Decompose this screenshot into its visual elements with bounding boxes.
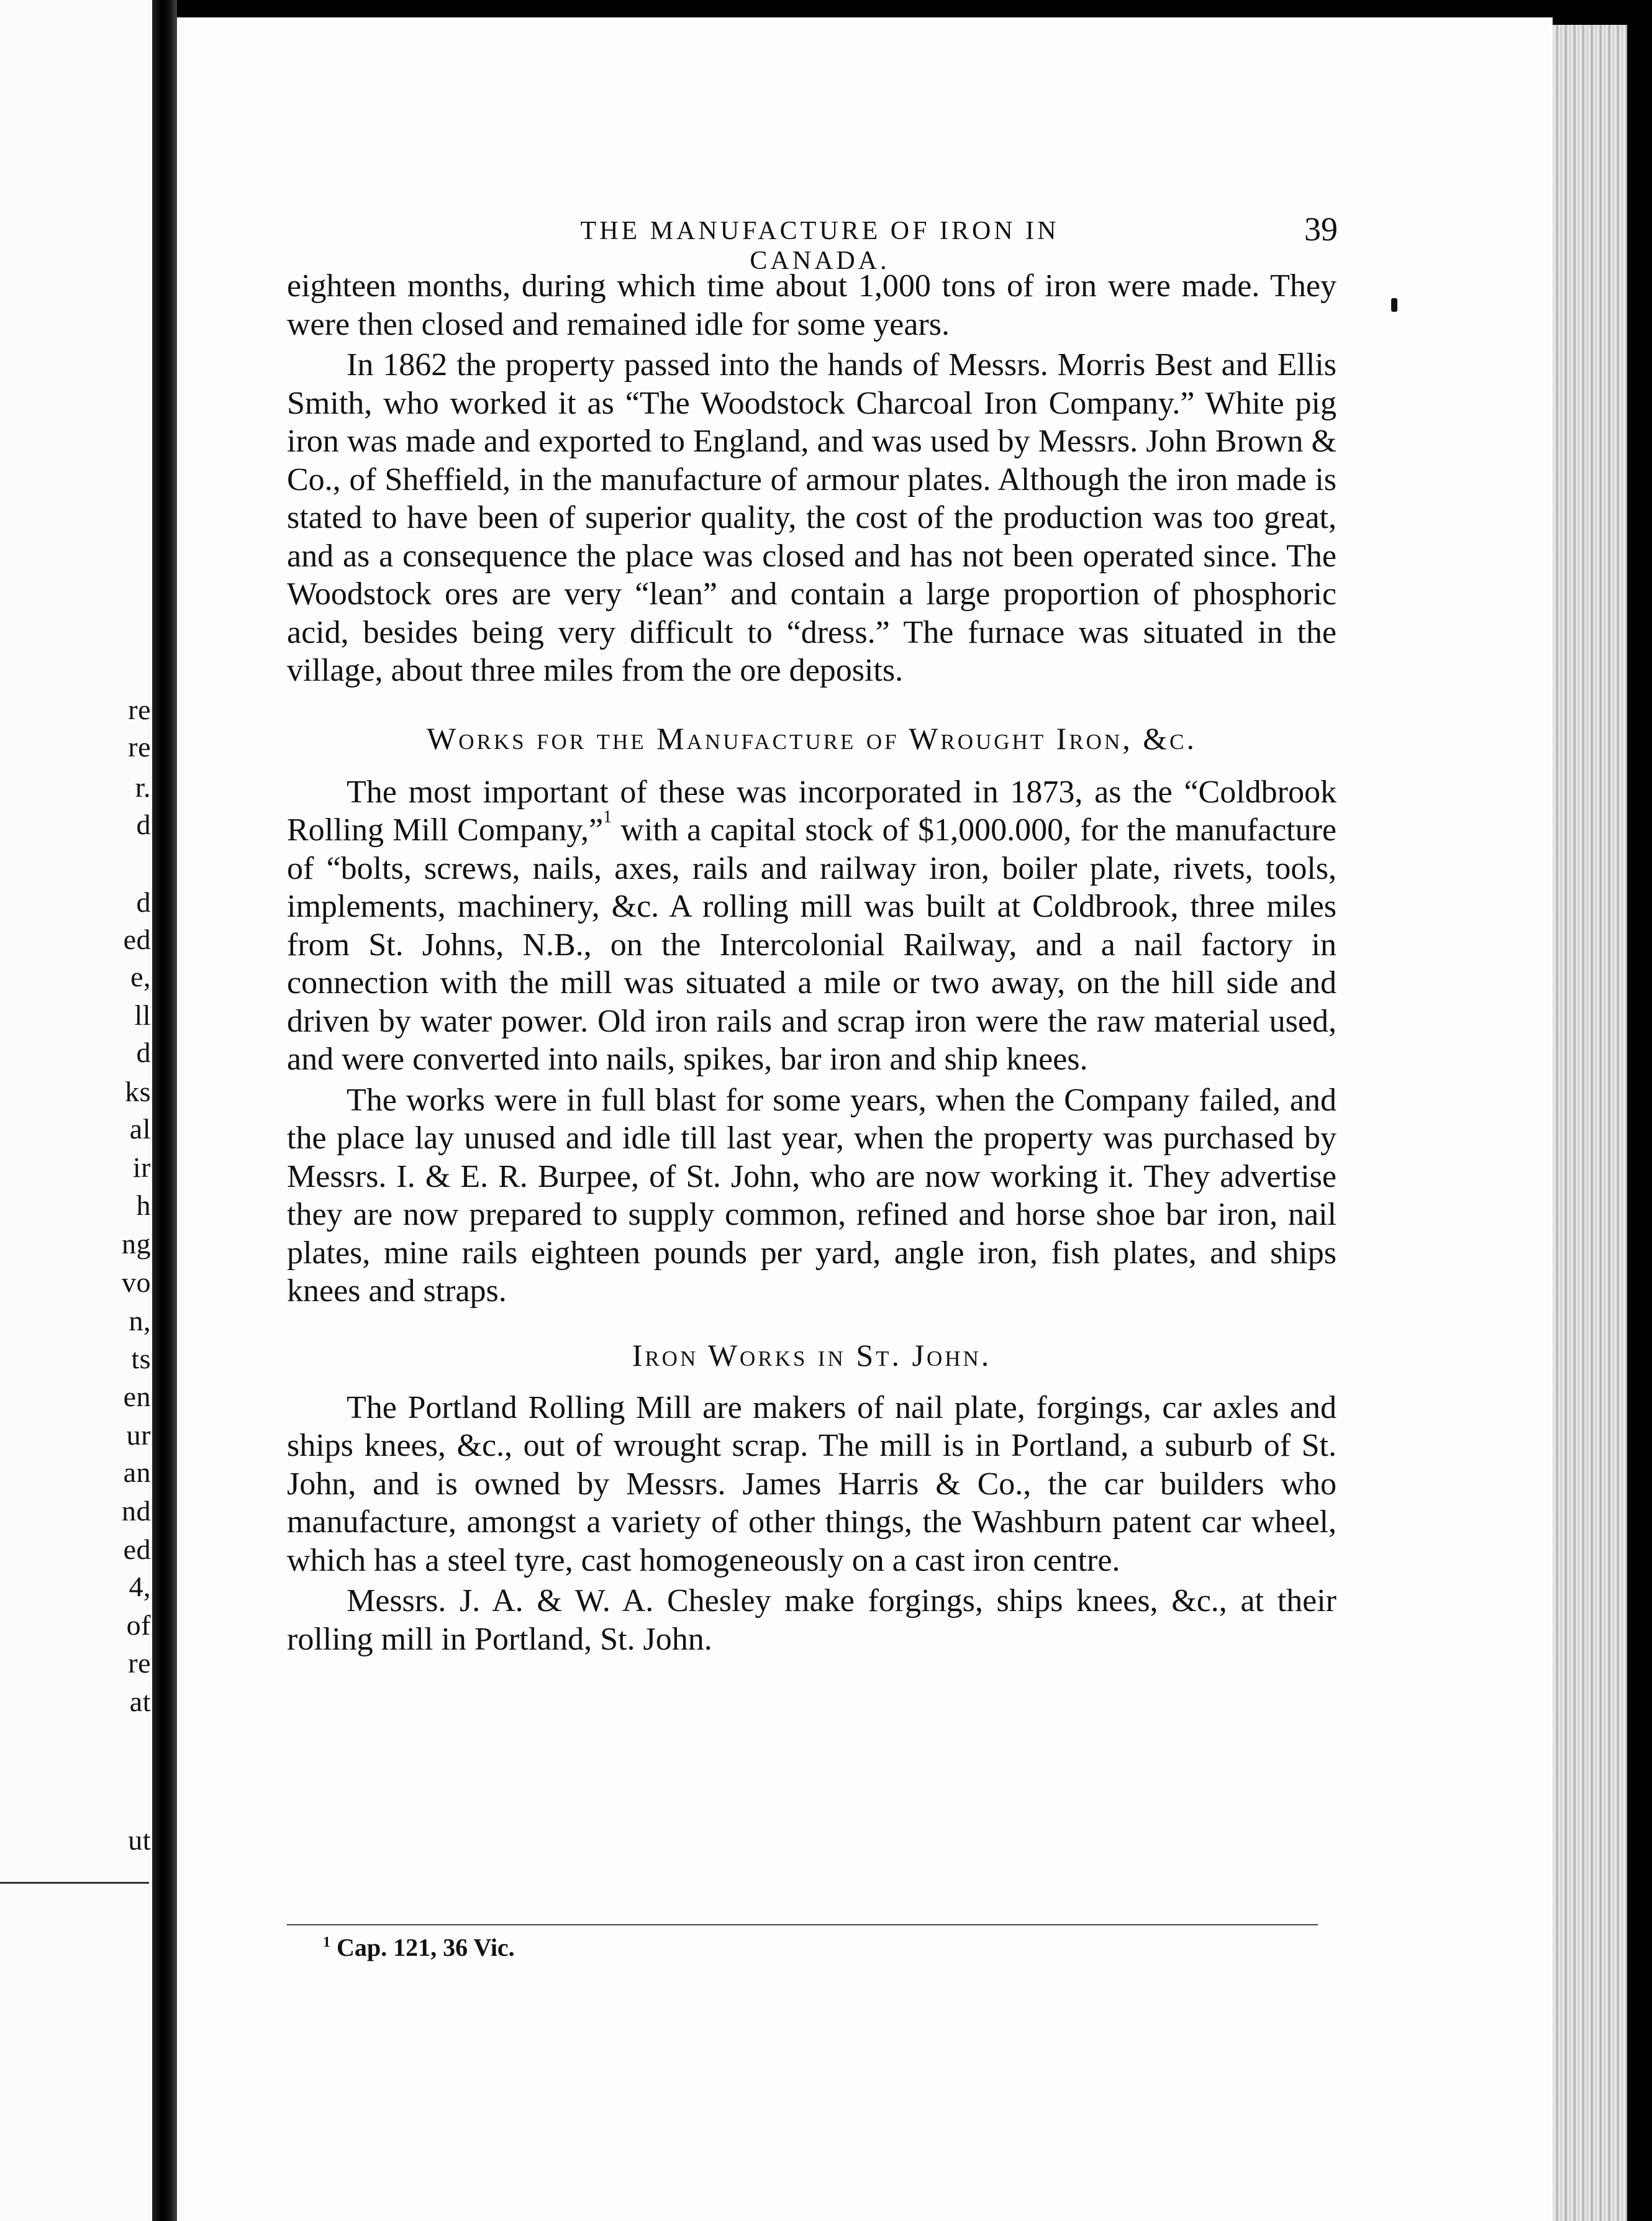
paragraph-3-start: The most important of these was incorporated in 1873, as the “Coldbrook Rolling Mill Company,” xyxy=(287,774,1337,848)
footnote-number: 1 xyxy=(323,1934,330,1951)
section-heading-wrought-iron: Works for the Manufacture of Wrought Iron, &c. xyxy=(427,720,1197,756)
facing-page-text-fragment: r. xyxy=(135,771,151,803)
facing-page-text-fragment: d xyxy=(136,809,151,840)
facing-page-text-fragment: n, xyxy=(129,1305,151,1337)
scan-background xyxy=(1627,0,1652,2221)
page-body xyxy=(287,267,1337,1658)
facing-page-text-fragment: ir xyxy=(132,1151,151,1183)
footnote-rule xyxy=(287,1924,1318,1925)
section-heading-st-john: Iron Works in St. John. xyxy=(632,1337,992,1373)
paragraph-5: The Portland Rolling Mill are makers of nail plate, forgings, car axles and ships knees, &c., out of wrought scrap. The mill is in Portland, a suburb of St. John, and is owned by Messrs. James Harris & Co., the car builders who manufacture, amongst a variety of other things, the Washburn patent car wheel, which has a steel tyre, cast homogeneously on a cast iron centre. xyxy=(287,1389,1337,1578)
facing-page-text-fragment: e, xyxy=(130,961,151,992)
facing-page-text-fragment: ng xyxy=(122,1228,151,1260)
facing-page-rule xyxy=(0,1882,149,1884)
paragraph-2: In 1862 the property passed into the hands of Messrs. Morris Best and Ellis Smith, who worked it as “The Woodstock Charcoal Iron Company.” White pig iron was made and exported to England, and was used by Messrs. John Brown & Co., of Sheffield, in the manufacture of armour plates. Although the iron made is stated to have been of superior quality, the cost of the production was too great, and as a consequence the place was closed and has not been operated since. The Woodstock ores are very “lean” and contain a large proportion of phosphoric acid, besides being very difficult to “dress.” The furnace was situated in the village, about three miles from the ore deposits. xyxy=(287,347,1337,688)
facing-page-text-fragment: an xyxy=(123,1456,151,1488)
facing-page-text-fragment: ed xyxy=(123,1533,151,1565)
facing-page-text-fragment: ur xyxy=(126,1419,151,1451)
facing-page-text-fragment: of xyxy=(126,1609,151,1641)
footnote-marker: 1 xyxy=(603,807,612,827)
margin-mark xyxy=(1391,298,1397,312)
paragraph-1: eighteen months, during which time about 1,000 tons of iron were made. They were then closed and remained idle for some years. xyxy=(287,268,1337,342)
page-number: 39 xyxy=(1304,211,1338,248)
facing-page-text-fragment: ll xyxy=(134,999,151,1031)
facing-page-text-fragment: ts xyxy=(131,1343,151,1374)
paragraph-6: Messrs. J. A. & W. A. Chesley make forgings, ships knees, &c., at their rolling mill in Portland, St. John. xyxy=(287,1583,1337,1657)
facing-page-text-fragment: en xyxy=(123,1381,151,1412)
facing-page-text-fragment: al xyxy=(129,1113,151,1145)
footnote xyxy=(323,1933,515,1962)
facing-page-text-fragment: 4, xyxy=(129,1571,151,1602)
facing-page-text-fragment: h xyxy=(136,1189,151,1221)
facing-page-text-fragment: re xyxy=(128,694,151,725)
facing-page-text-fragment: re xyxy=(128,1647,151,1679)
paragraph-3 xyxy=(287,773,1337,1079)
facing-page-text-fragment: ks xyxy=(125,1076,151,1107)
facing-page-text-fragment: ut xyxy=(128,1824,151,1856)
facing-page-text-fragment: at xyxy=(129,1686,151,1717)
paragraph-4: The works were in full blast for some years, when the Company failed, and the place lay unused and idle till last year, when the property was purchased by Messrs. I. & E. R. Burpee, of St. John, who are now working it. They advertise they are now prepared to supply common, refined and horse shoe bar iron, nail plates, mine rails eighteen pounds per yard, angle iron, fish plates, and ships knees and straps. xyxy=(287,1082,1337,1309)
page-edges xyxy=(1553,25,1627,2221)
facing-page-text-fragment: d xyxy=(136,886,151,918)
paragraph-3-rest: with a capital stock of $1,000.000, for the manufacture of “bolts, screws, nails, axes, rails and railway iron, boiler plate, rivets, tools, implements, machinery, &c. A rolling mill was built at Coldbrook, three miles from St. Johns, N.B., on the Intercolonial Railway, and a nail factory in connection with the mill was situated a mile or two away, on the hill side and driven by water power. Old iron rails and scrap iron were the raw material used, and were converted into nails, spikes, bar iron and ship knees. xyxy=(287,812,1337,1077)
running-header: THE MANUFACTURE OF IRON IN CANADA. xyxy=(580,217,1060,275)
footnote-text: Cap. 121, 36 Vic. xyxy=(337,1933,515,1961)
facing-page-text-fragment: nd xyxy=(122,1495,151,1527)
facing-page-text-fragment: d xyxy=(136,1037,151,1068)
book-gutter xyxy=(152,0,177,2221)
facing-page-text-fragment: ed xyxy=(123,924,151,955)
facing-page-text-fragment: re xyxy=(128,731,151,763)
facing-page-fragment xyxy=(0,0,152,2221)
facing-page-text-fragment: vo xyxy=(122,1266,151,1298)
